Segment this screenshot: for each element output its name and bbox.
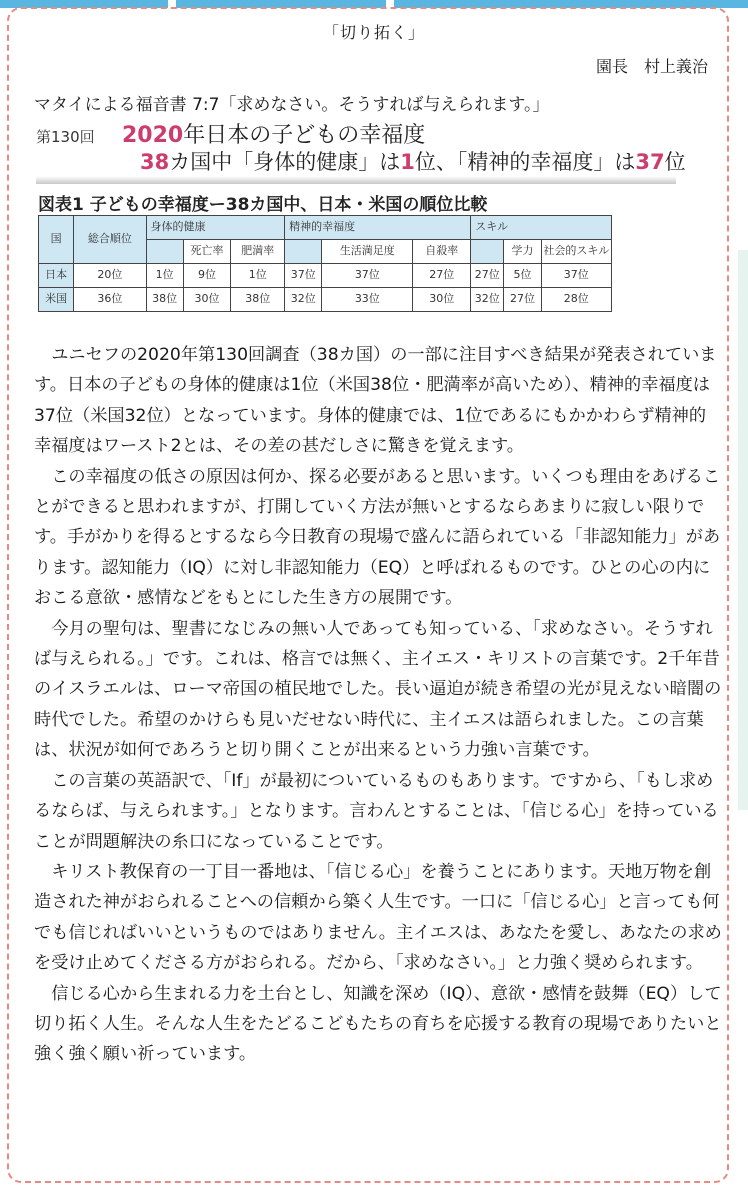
row-country: 日本 <box>39 264 74 288</box>
header-country: 国 <box>39 216 74 264</box>
paragraph: ユニセフの2020年第130回調査（38カ国）の一部に注目すべき結果が発表されています。日本の子どもの身体的健康は1位（米国38位・肥満率が高いため）、精神的幸福度は37位（米国32位）となっています。身体的健康では、1位であるにもかかわらず精神的幸福度はワースト2とは、その差の甚だしさに驚きを覚えます。 <box>34 345 717 457</box>
cell-overall: 36位 <box>74 288 146 312</box>
body-text <box>34 340 722 1070</box>
subheader-spacer <box>471 240 504 264</box>
cell-social: 28位 <box>541 288 611 312</box>
cell-suicide: 30位 <box>413 288 471 312</box>
header-social: 社会的スキル <box>541 240 611 264</box>
subheading-shade-bar <box>36 176 676 184</box>
author-line: 園長 村上義治 <box>595 57 708 76</box>
cell-social: 37位 <box>541 264 611 288</box>
table-header-row <box>39 216 612 240</box>
ranking-table <box>38 215 612 312</box>
row-country: 米国 <box>39 288 74 312</box>
cell-overall: 20位 <box>74 264 146 288</box>
table-row <box>39 264 612 288</box>
subheading-text: 年日本の子どもの幸福度 <box>183 123 426 148</box>
cell-mental: 32位 <box>285 288 322 312</box>
table-caption: 図表1 子どもの幸福度ー38カ国中、日本・米国の順位比較 <box>38 195 488 215</box>
paragraph: キリスト教保育の一丁目一番地は、「信じる心」を養うことにあります。天地万物を創造された神がおられることへの信頼から築く人生です。一口に「信じる心」と言っても何でも信じればいいというものではありません。主イエスは、あなたを愛し、あなたの求めを受け止めてくださる方がおられる。だから、「求めなさい。」と力強く奨められます。 <box>34 861 722 974</box>
subheading-text: 位 <box>664 150 686 174</box>
cell-mortality: 9位 <box>183 264 231 288</box>
right-edge-strip <box>738 250 748 810</box>
paragraph: この幸福度の低さの原因は何か、探る必要があると思います。いくつも理由をあげることができると思われますが、打開していく方法が無いとするならあまりに寂しい限りです。手がかりを得るとするなら今日教育の現場で盛んに語られている「非認知能力」があります。認知能力（IQ）に対し非認知能力（EQ）と呼ばれるものです。ひとの心の内におこる意欲・感情などをもとにした生き方の展開です。 <box>34 466 721 609</box>
physical-rank-highlight: 1 <box>400 150 415 174</box>
cell-physical: 38位 <box>146 288 183 312</box>
year-highlight: 2020 <box>122 123 184 148</box>
page-title: 「切り拓く」 <box>322 23 425 42</box>
scripture-verse: マタイによる福音書 7:7「求めなさい。そうすれば与えられます。」 <box>34 95 550 115</box>
header-obesity: 肥満率 <box>231 240 285 264</box>
subheader-spacer <box>146 240 183 264</box>
paragraph: 今月の聖句は、聖書になじみの無い人であっても知っている、「求めなさい。そうすれば与えられる。」です。これは、格言では無く、主イエス・キリストの言葉です。2千年昔のイスラエルは、ローマ帝国の植民地でした。長い逼迫が続き希望の光が見えない暗闇の時代でした。希望のかけらも見いだせない時代に、主イエスは語られました。この言葉は、状況が如何であろうと切り開くことが出来るという力強い言葉です。 <box>34 618 722 761</box>
header-skills: スキル <box>471 216 612 240</box>
cell-obesity: 1位 <box>231 264 285 288</box>
cell-life-satisfaction: 37位 <box>322 264 413 288</box>
paragraph: この言葉の英語訳で、「If」が最初についているものもあります。ですから、「もし求めるならば、与えられます。」となります。言わんとすることは、「信じる心」を持っていることが問題解決の糸口になっていることです。 <box>34 770 719 852</box>
header-mortality: 死亡率 <box>183 240 231 264</box>
header-overall: 総合順位 <box>74 216 146 264</box>
cell-mortality: 30位 <box>183 288 231 312</box>
subheading-line-1 <box>122 118 425 149</box>
subheading-line-2 <box>140 146 686 176</box>
cell-physical: 1位 <box>146 264 183 288</box>
mental-rank-highlight: 37 <box>635 150 665 174</box>
subheading-text: 位、「精神的幸福度」は <box>414 150 636 174</box>
cell-skills: 27位 <box>471 264 504 288</box>
header-academic: 学力 <box>504 240 541 264</box>
cell-academic: 27位 <box>504 288 541 312</box>
cell-mental: 37位 <box>285 264 322 288</box>
cell-skills: 32位 <box>471 288 504 312</box>
country-count-highlight: 38 <box>140 150 170 174</box>
header-mental: 精神的幸福度 <box>285 216 471 240</box>
cell-suicide: 27位 <box>413 264 471 288</box>
header-physical: 身体的健康 <box>146 216 285 240</box>
paragraph: 信じる心から生まれる力を土台とし、知識を深め（IQ）、意欲・感情を鼓舞（EQ）して切り拓く人生。そんな人生をたどるこどもたちの育ちを応援する教育の現場でありたいと強く強く願い祈っています。 <box>34 983 722 1065</box>
header-life-satisfaction: 生活満足度 <box>322 240 413 264</box>
cell-life-satisfaction: 33位 <box>322 288 413 312</box>
survey-number: 第130回 <box>36 128 95 146</box>
subheading-text: カ国中「身体的健康」は <box>169 150 401 174</box>
header-suicide: 自殺率 <box>413 240 471 264</box>
table-row <box>39 288 612 312</box>
cell-obesity: 38位 <box>231 288 285 312</box>
cell-academic: 5位 <box>504 264 541 288</box>
subheader-spacer <box>285 240 322 264</box>
